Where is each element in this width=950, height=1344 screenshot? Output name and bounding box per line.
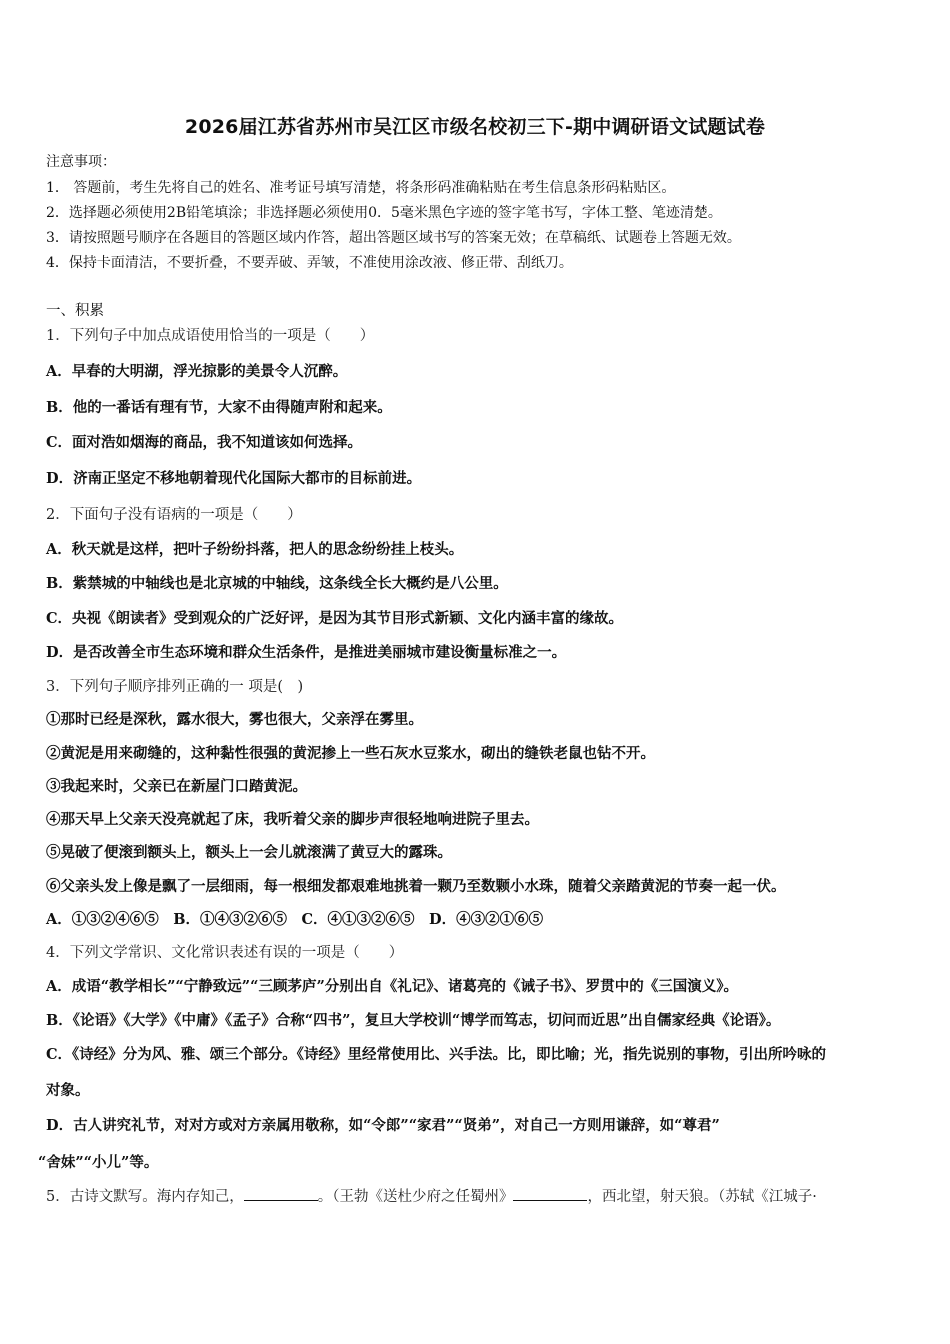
question-4-option-a: A．成语“教学相长”“宁静致远”“三顾茅庐”分别出自《礼记》、诸葛亮的《诫子书》、罗贯中的《三国演义》。 xyxy=(46,978,739,995)
notice-heading: 注意事项： xyxy=(46,154,116,170)
question-3-sentence-5: ⑤晃破了便滚到额头上，额头上一会儿就滚满了黄豆大的露珠。 xyxy=(46,844,452,861)
question-2-option-d: D．是否改善全市生态环境和群众生活条件，是推进美丽城市建设衡量标准之一。 xyxy=(46,644,567,661)
question-4-option-c-line2: 对象。 xyxy=(46,1082,90,1099)
page-title: 2026届江苏省苏州市吴江区市级名校初三下-期中调研语文试题试卷 xyxy=(184,116,766,138)
notice-item-1: 1． 答题前，考生先将自己的姓名、准考证号填写清楚，将条形码准确粘贴在考生信息条形码粘贴区。 xyxy=(46,180,676,196)
question-3-sentence-6: ⑥父亲头发上像是飘了一层细雨，每一根细发都艰难地挑着一颗乃至数颗小水珠，随着父亲踏黄泥的节奏一起一伏。 xyxy=(46,878,786,895)
question-5-part3: ，西北望，射天狼。（苏轼《江城子· xyxy=(587,1189,817,1205)
question-1-option-b: B．他的一番话有理有节，大家不由得随声附和起来。 xyxy=(46,399,392,416)
question-3-stem: 3．下列句子顺序排列正确的一 项是( ) xyxy=(46,679,304,695)
question-4-option-d-line1: D．古人讲究礼节，对对方或对方亲属用敬称，如“令郎”“家君”“贤弟”，对自己一方则用谦辞，如“尊君” xyxy=(46,1117,720,1134)
question-5-line xyxy=(46,1186,910,1207)
question-3-sentence-3: ③我起来时，父亲已在新屋门口踏黄泥。 xyxy=(46,778,307,795)
question-3-choices: A．①③②④⑥⑤ B．①④③②⑥⑤ C．④①③②⑥⑤ D．④③②①⑥⑤ xyxy=(46,911,544,928)
notice-item-2: 2．选择题必须使用2B铅笔填涂；非选择题必须使用0．5毫米黑色字迹的签字笔书写，字体工整、笔迹清楚。 xyxy=(46,205,722,221)
question-4-stem: 4．下列文学常识、文化常识表述有误的一项是（ ） xyxy=(46,945,404,961)
notice-item-3: 3．请按照题号顺序在各题目的答题区域内作答，超出答题区域书写的答案无效；在草稿纸、试题卷上答题无效。 xyxy=(46,230,741,246)
question-4-option-c-line1: C．《诗经》分为风、雅、颂三个部分。《诗经》里经常使用比、兴手法。比，即比喻；光，指先说别的事物，引出所吟咏的 xyxy=(46,1046,827,1063)
question-2-option-a: A．秋天就是这样，把叶子纷纷抖落，把人的思念纷纷挂上枝头。 xyxy=(46,541,464,558)
question-4-option-d-line2: “舍妹”“小儿”等。 xyxy=(38,1154,159,1171)
question-5-part1: 5．古诗文默写。海内存知己， xyxy=(46,1189,244,1205)
question-2-option-c: C．央视《朗读者》受到观众的广泛好评，是因为其节目形式新颖、文化内涵丰富的缘故。 xyxy=(46,610,624,627)
answer-blank[interactable] xyxy=(513,1186,587,1201)
question-1-option-a: A．早春的大明湖，浮光掠影的美景令人沉醉。 xyxy=(46,363,348,380)
section-heading: 一、积累 xyxy=(46,303,104,319)
question-1-option-d: D．济南正坚定不移地朝着现代化国际大都市的目标前进。 xyxy=(46,470,422,487)
question-2-stem: 2．下面句子没有语病的一项是（ ） xyxy=(46,507,302,523)
question-2-option-b: B．紫禁城的中轴线也是北京城的中轴线，这条线全长大概约是八公里。 xyxy=(46,575,508,592)
question-3-sentence-1: ①那时已经是深秋，露水很大，雾也很大，父亲浮在雾里。 xyxy=(46,711,423,728)
question-1-stem: 1．下列句子中加点成语使用恰当的一项是（ ） xyxy=(46,328,375,344)
question-5-part2: 。（王勃《送杜少府之任蜀州》 xyxy=(317,1189,514,1205)
question-3-sentence-2: ②黄泥是用来砌缝的，这种黏性很强的黄泥掺上一些石灰水豆浆水，砌出的缝铁老鼠也钻不开。 xyxy=(46,745,655,762)
question-3-sentence-4: ④那天早上父亲天没亮就起了床，我听着父亲的脚步声很轻地响进院子里去。 xyxy=(46,811,539,828)
question-4-option-b: B．《论语》《大学》《中庸》《孟子》合称“四书”，复旦大学校训“博学而笃志，切问而近思”出自儒家经典《论语》。 xyxy=(46,1012,781,1029)
answer-blank[interactable] xyxy=(244,1186,318,1201)
question-1-option-c: C．面对浩如烟海的商品，我不知道该如何选择。 xyxy=(46,434,363,451)
notice-item-4: 4．保持卡面清洁，不要折叠，不要弄破、弄皱，不准使用涂改液、修正带、刮纸刀。 xyxy=(46,255,573,271)
